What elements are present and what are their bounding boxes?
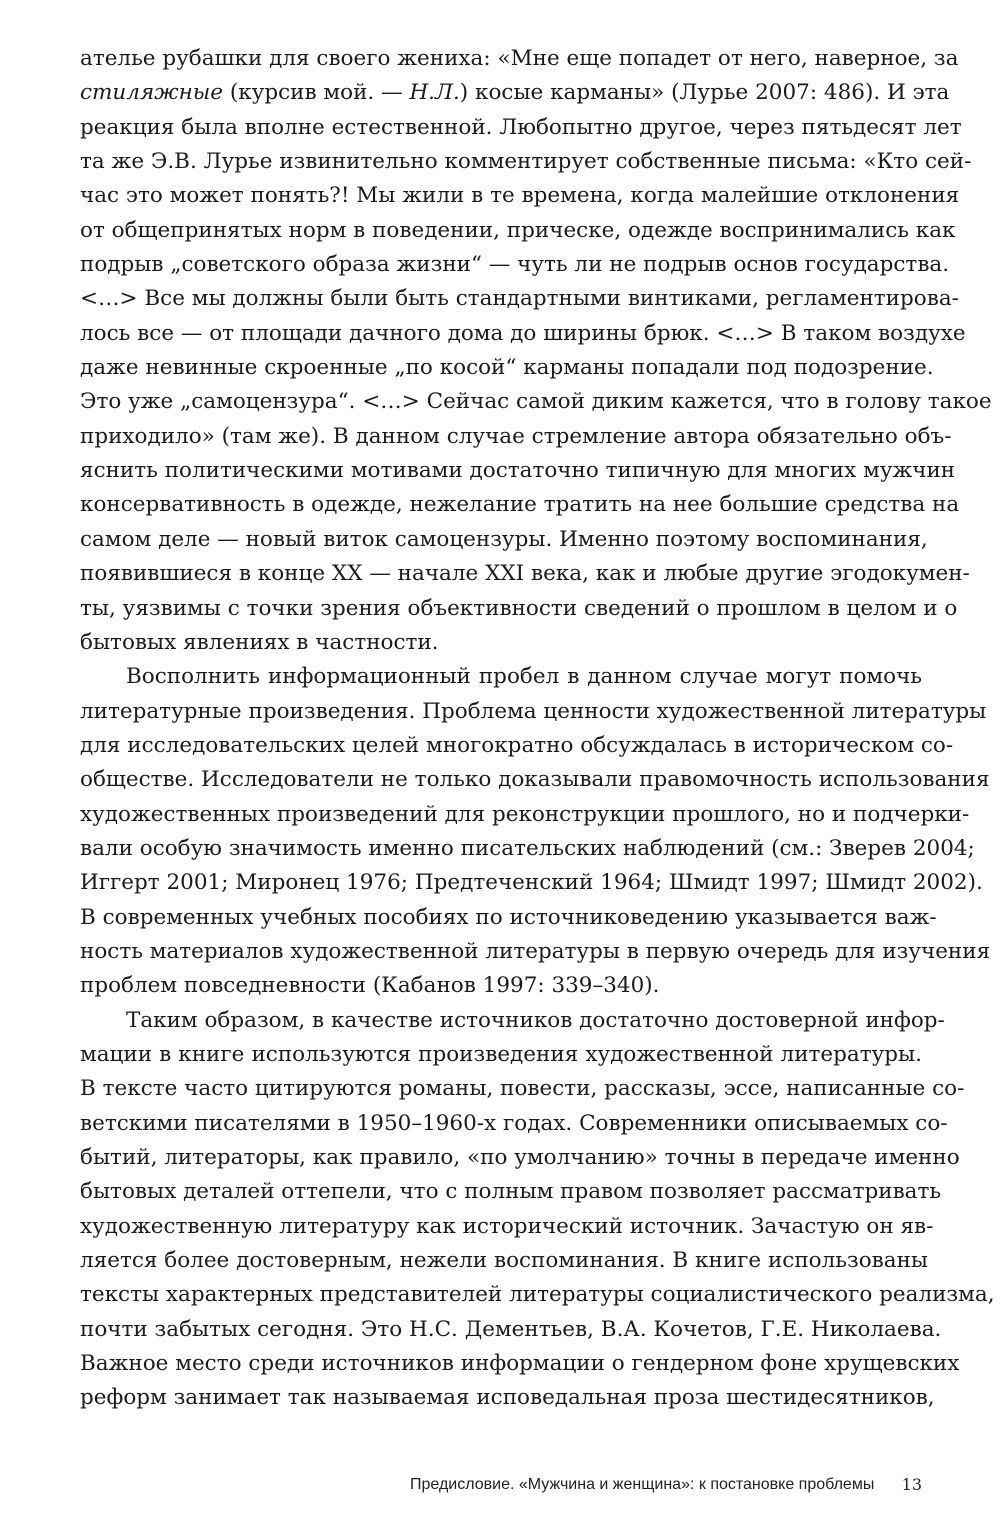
paragraph-start-line: Восполнить информационный пробел в данном случае могут помочь <box>126 664 922 690</box>
text-line: ность материалов художественной литературы в первую очередь для изучения <box>80 938 991 964</box>
text-line: ветскими писателями в 1950–1960-х годах. Современники описываемых со- <box>80 1110 948 1136</box>
text-line: обществе. Исследователи не только доказывали правомочность использования <box>80 767 990 793</box>
page-body-text <box>80 42 995 1416</box>
text-line: художественную литературу как исторический источник. Зачастую он яв- <box>80 1213 934 1239</box>
text-line: ляется более достоверным, нежели воспоминания. В книге использованы <box>80 1248 929 1274</box>
text-line: бытовых явлениях в частности. <box>80 629 439 655</box>
text-line: лось все — от площади дачного дома до ширины брюк. <…> В таком воздухе <box>80 320 966 346</box>
running-head: Предисловие. «Мужчина и женщина»: к постановке проблемы <box>410 1476 875 1493</box>
text-line: вали особую значимость именно писательских наблюдений (см.: Зверев 2004; <box>80 835 975 861</box>
text-line: даже невинные скроенные „по косой“ карманы попадали под подозрение. <box>80 355 934 381</box>
text-line: тексты характерных представителей литературы социалистического реализма, <box>80 1282 995 1308</box>
text-line: от общепринятых норм в поведении, прическе, одежде воспринимались как <box>80 217 956 243</box>
text-line: В современных учебных пособиях по источниковедению указывается важ- <box>80 904 937 930</box>
text-line: подрыв „советского образа жизни“ — чуть ли не подрыв основ государства. <box>80 252 950 278</box>
italic-word: стиляжные <box>80 80 224 106</box>
text-line: мации в книге используются произведения художественной литературы. <box>80 1041 922 1067</box>
italic-initials: Н.Л. <box>409 80 460 106</box>
text-line-with-italics <box>80 76 950 110</box>
text-line: Иггерт 2001; Миронец 1976; Предтеченский 1964; Шмидт 1997; Шмидт 2002). <box>80 870 983 896</box>
text-line: бытовых деталей оттепели, что с полным правом позволяет рассматривать <box>80 1179 942 1205</box>
text-line: реформ занимает так называемая исповедальная проза шестидесятников, <box>80 1385 935 1411</box>
text-line: консервативность в одежде, нежелание тратить на нее большие средства на <box>80 492 960 518</box>
text-line: бытий, литераторы, как правило, «по умолчанию» точны в передаче именно <box>80 1145 960 1170</box>
text-line: В тексте часто цитируются романы, повести, рассказы, эссе, написанные со- <box>80 1076 965 1102</box>
text-line: час это может понять?! Мы жили в те времена, когда малейшие отклонения <box>80 183 960 209</box>
text-line: реакция была вполне естественной. Любопытно другое, через пятьдесят лет <box>80 114 962 140</box>
text-line: проблем повседневности (Кабанов 1997: 339–340). <box>80 973 660 999</box>
text-line: приходило» (там же). В данном случае стремление автора обязательно объ- <box>80 423 952 449</box>
text-line: <…> Все мы должны были быть стандартными винтиками, регламентирова- <box>80 286 959 312</box>
text-line: появившиеся в конце XX — начале XXI века, как и любые другие эгодокумен- <box>80 561 970 587</box>
text-line: почти забытых сегодня. Это Н.С. Дементьев, В.А. Кочетов, Г.Е. Николаева. <box>80 1316 942 1342</box>
page-number: 13 <box>901 1475 922 1494</box>
text-line: художественных произведений для реконструкции прошлого, но и подчерки- <box>80 801 970 827</box>
text-fragment: (курсив мой. — <box>223 80 410 106</box>
paragraph-start-line: Таким образом, в качестве источников достаточно достоверной инфор- <box>126 1007 945 1033</box>
text-line: Это уже „самоцензура“. <…> Сейчас самой диким кажется, что в голову такое <box>80 389 992 415</box>
text-line: Важное место среди источников информации о гендерном фоне хрущевских <box>80 1351 960 1377</box>
page-footer <box>410 1470 922 1500</box>
text-line: та же Э.В. Лурье извинительно комментирует собственные письма: «Кто сей- <box>80 149 972 175</box>
text-line: ты, уязвимы с точки зрения объективности сведений о прошлом в целом и о <box>80 595 958 621</box>
text-line: яснить политическими мотивами достаточно типичную для многих мужчин <box>80 458 956 484</box>
text-fragment: ) косые карманы» (Лурье 2007: 486). И эта <box>459 80 950 106</box>
text-line: ателье рубашки для своего жениха: «Мне еще попадет от него, наверное, за <box>80 46 959 71</box>
text-line: литературные произведения. Проблема ценности художественной литературы <box>80 698 987 724</box>
text-line: для исследовательских целей многократно обсуждалась в историческом со- <box>80 732 954 758</box>
text-line: самом деле — новый виток самоцензуры. Именно поэтому воспоминания, <box>80 526 928 552</box>
